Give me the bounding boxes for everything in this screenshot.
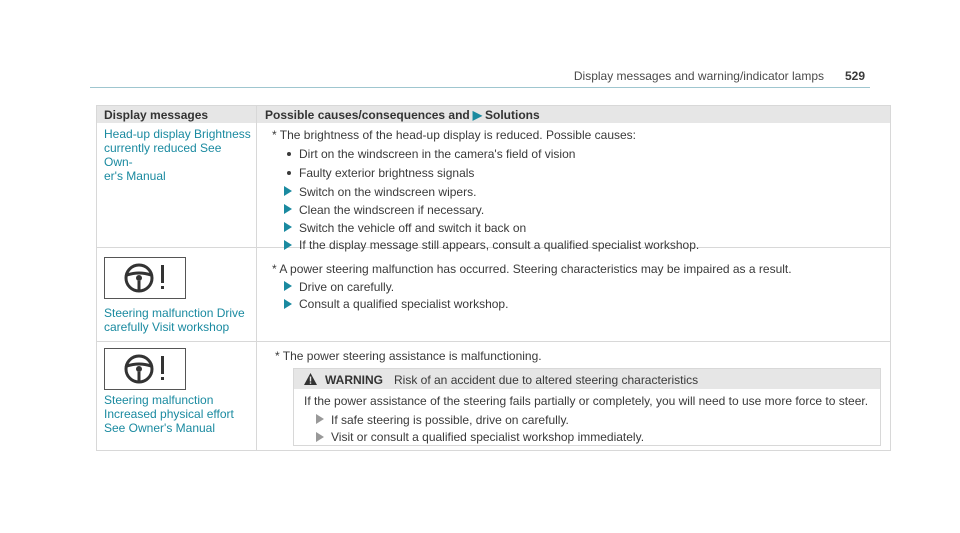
message-line: er's Manual — [104, 169, 166, 183]
steering-warning-icon — [104, 257, 186, 299]
bullet-dot — [287, 152, 291, 156]
warning-title: Risk of an accident due to altered steering characteristics — [394, 373, 699, 387]
step-arrow-icon — [284, 281, 292, 291]
message-line: Increased physical effort — [104, 407, 234, 421]
step-arrow-icon — [284, 222, 292, 232]
display-message-steering-effort — [104, 393, 252, 435]
message-line: Steering malfunction — [104, 393, 214, 407]
cause-text: * A power steering malfunction has occurred. Steering characteristics may be impaired as a result. — [272, 262, 792, 276]
warning-header — [294, 369, 880, 389]
table-header — [97, 106, 890, 123]
solution-step: Switch on the windscreen wipers. — [299, 185, 477, 199]
message-line: currently reduced See Own- — [104, 141, 222, 169]
solution-step: Consult a qualified specialist workshop. — [299, 297, 509, 311]
bullet-dot — [287, 171, 291, 175]
column-header-display-messages: Display messages — [104, 108, 209, 122]
message-line: See Owner's Manual — [104, 421, 216, 435]
warning-triangle-icon — [304, 373, 317, 385]
page-number: 529 — [844, 69, 865, 83]
warning-step: If safe steering is possible, drive on carefully. — [331, 413, 569, 427]
message-line: Steering malfunction Drive — [104, 306, 245, 320]
step-arrow-icon — [316, 432, 324, 442]
solution-step: If the display message still appears, consult a qualified specialist workshop. — [299, 238, 700, 252]
column-divider — [256, 106, 257, 450]
step-arrow-icon — [316, 414, 324, 424]
warning-label: WARNING — [325, 373, 383, 387]
warning-box — [293, 368, 881, 446]
steering-warning-icon — [104, 348, 186, 390]
warning-step: Visit or consult a qualified specialist workshop immediately. — [331, 430, 645, 444]
solution-step: Clean the windscreen if necessary. — [299, 203, 485, 217]
column-header-causes: Possible causes/consequences and — [265, 108, 470, 122]
solution-step: Drive on carefully. — [299, 280, 395, 294]
step-arrow-icon — [284, 299, 292, 309]
message-line: Head-up display Brightness — [104, 127, 251, 141]
page-header-title: Display messages and warning/indicator lamps — [573, 69, 824, 83]
step-arrow-icon — [284, 186, 292, 196]
cause-bullet: Faulty exterior brightness signals — [299, 166, 475, 180]
display-message-headup — [104, 127, 252, 183]
page-header — [90, 67, 870, 88]
display-message-steering-drive — [104, 306, 252, 334]
step-arrow-icon — [284, 240, 292, 250]
arrow-right-icon: ▶ — [472, 108, 482, 122]
column-header-solutions: Solutions — [485, 108, 540, 122]
solution-step: Switch the vehicle off and switch it back on — [299, 221, 527, 235]
cause-text: * The brightness of the head-up display is reduced. Possible causes: — [272, 128, 636, 142]
cause-bullet: Dirt on the windscreen in the camera's field of vision — [299, 147, 576, 161]
cause-text: * The power steering assistance is malfunctioning. — [275, 349, 542, 363]
display-messages-table — [96, 105, 891, 451]
step-arrow-icon — [284, 204, 292, 214]
column-header-causes-solutions — [265, 108, 540, 122]
row-divider — [97, 341, 890, 342]
message-line: carefully Visit workshop — [104, 320, 230, 334]
warning-text: If the power assistance of the steering fails partially or completely, you will need to use more force to steer. — [304, 394, 869, 408]
